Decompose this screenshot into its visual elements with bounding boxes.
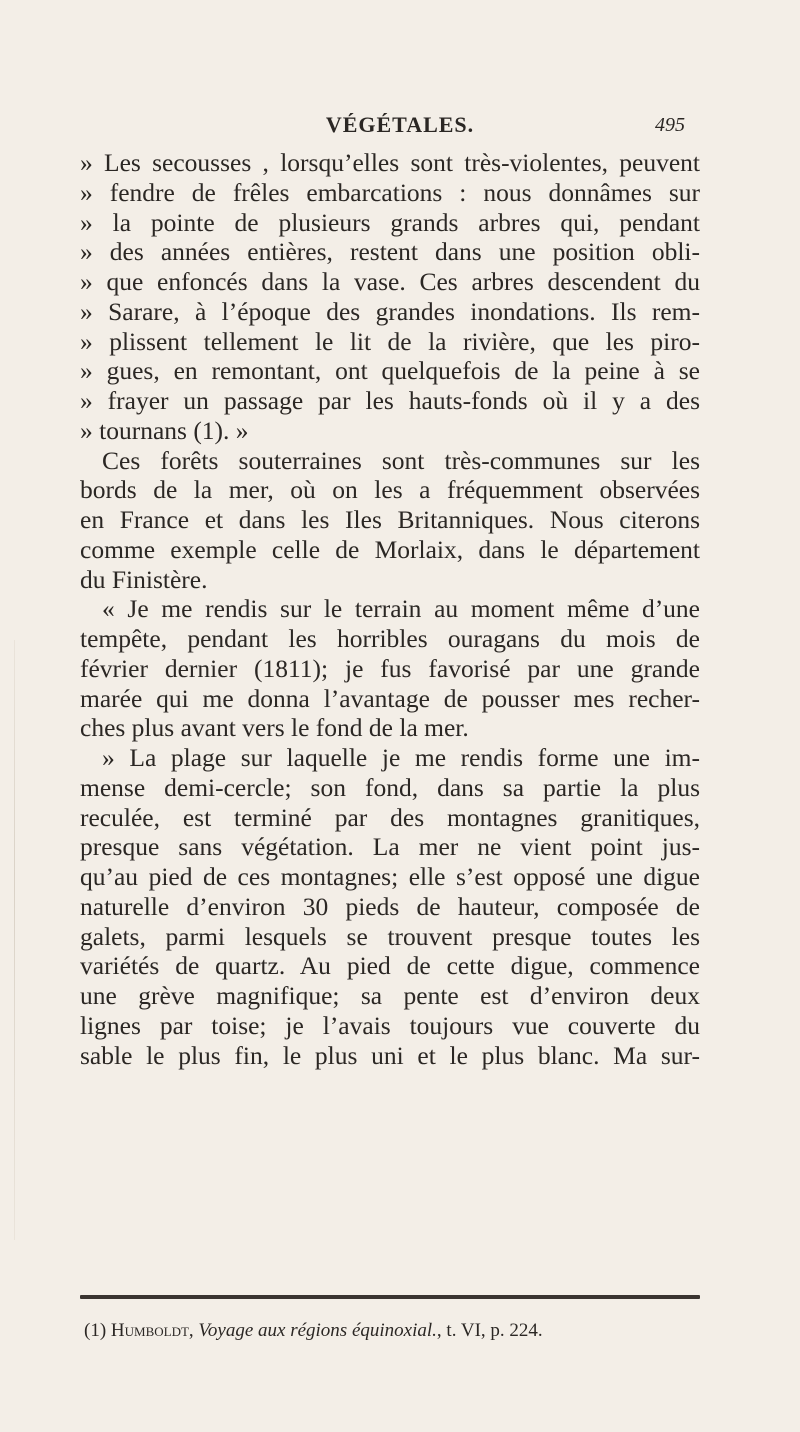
text-line: marée qui me donna l’avantage de pousser mes recher- xyxy=(80,683,700,713)
paragraph-start: « Je me rendis sur le terrain au moment même d’une xyxy=(102,594,700,624)
text-line: en France et dans les Iles Britanniques. Nous citerons xyxy=(80,505,700,534)
text-line: » frayer un passage par les hauts-fonds où il y a des xyxy=(80,386,700,415)
text-line: qu’au pied de ces montagnes; elle s’est opposé une digue xyxy=(80,862,700,891)
text-line: » Sarare, à l’époque des grandes inondations. Ils rem- xyxy=(80,296,700,326)
text-line: » gues, en remontant, ont quelquefois de la peine à se xyxy=(80,356,700,386)
running-title: VÉGÉTALES. xyxy=(325,112,475,137)
text-line: » Les secousses , lorsqu’elles sont très-violentes, peuvent xyxy=(80,148,700,177)
body-text xyxy=(80,148,700,1070)
text-line: mense demi-cercle; son fond, dans sa partie la plus xyxy=(80,772,700,802)
text-line: » tournans (1). » xyxy=(80,415,249,445)
paragraph-start: » La plage sur laquelle je me rendis forme une im- xyxy=(102,743,700,772)
text-line: » que enfoncés dans la vase. Ces arbres descendent du xyxy=(80,267,700,296)
page-gutter xyxy=(14,640,15,1240)
text-line: bords de la mer, où on les a fréquemment observées xyxy=(80,475,700,505)
text-line: une grève magnifique; sa pente est d’environ deux xyxy=(80,981,700,1010)
footnote-author: Humboldt, xyxy=(110,1320,194,1341)
text-line: naturelle d’environ 30 pieds de hauteur, composée de xyxy=(80,891,700,921)
text-line: variétés de quartz. Au pied de cette digue, commence xyxy=(80,951,700,981)
text-line: » fendre de frêles embarcations : nous donnâmes sur xyxy=(80,177,700,207)
footnote xyxy=(84,1320,700,1342)
text-line: presque sans végétation. La mer ne vient point jus- xyxy=(80,832,700,862)
page-number: 495 xyxy=(655,114,685,136)
text-line: reculée, est terminé par des montagnes granitiques, xyxy=(80,802,700,832)
text-line: tempête, pendant les horribles ouragans du mois de xyxy=(80,624,700,653)
text-line: » la pointe de plusieurs grands arbres qui, pendant xyxy=(80,207,700,237)
text-line: comme exemple celle de Morlaix, dans le département xyxy=(80,534,700,564)
text-line: » des années entières, restent dans une position obli- xyxy=(80,237,700,267)
footnote-marker: (1) xyxy=(84,1320,107,1341)
text-line: février dernier (1811); je fus favorisé par une grande xyxy=(80,653,700,683)
footnote-work-title: Voyage aux régions équinoxial. xyxy=(198,1320,437,1341)
paragraph-start: Ces forêts souterraines sont très-communes sur les xyxy=(102,445,700,475)
page-header xyxy=(0,112,800,142)
footnote-reference: , t. VI, p. 224. xyxy=(436,1320,543,1341)
text-line: galets, parmi lesquels se trouvent presque toutes les xyxy=(80,921,700,951)
text-line: sable le plus fin, le plus uni et le plus blanc. Ma sur- xyxy=(80,1040,700,1070)
text-line: du Finistère. xyxy=(80,564,208,594)
text-line: ches plus avant vers le fond de la mer. xyxy=(80,713,469,743)
footnote-rule xyxy=(80,1295,700,1299)
text-line: lignes par toise; je l’avais toujours vue couverte du xyxy=(80,1010,700,1040)
text-line: » plissent tellement le lit de la rivière, que les piro- xyxy=(80,326,700,356)
